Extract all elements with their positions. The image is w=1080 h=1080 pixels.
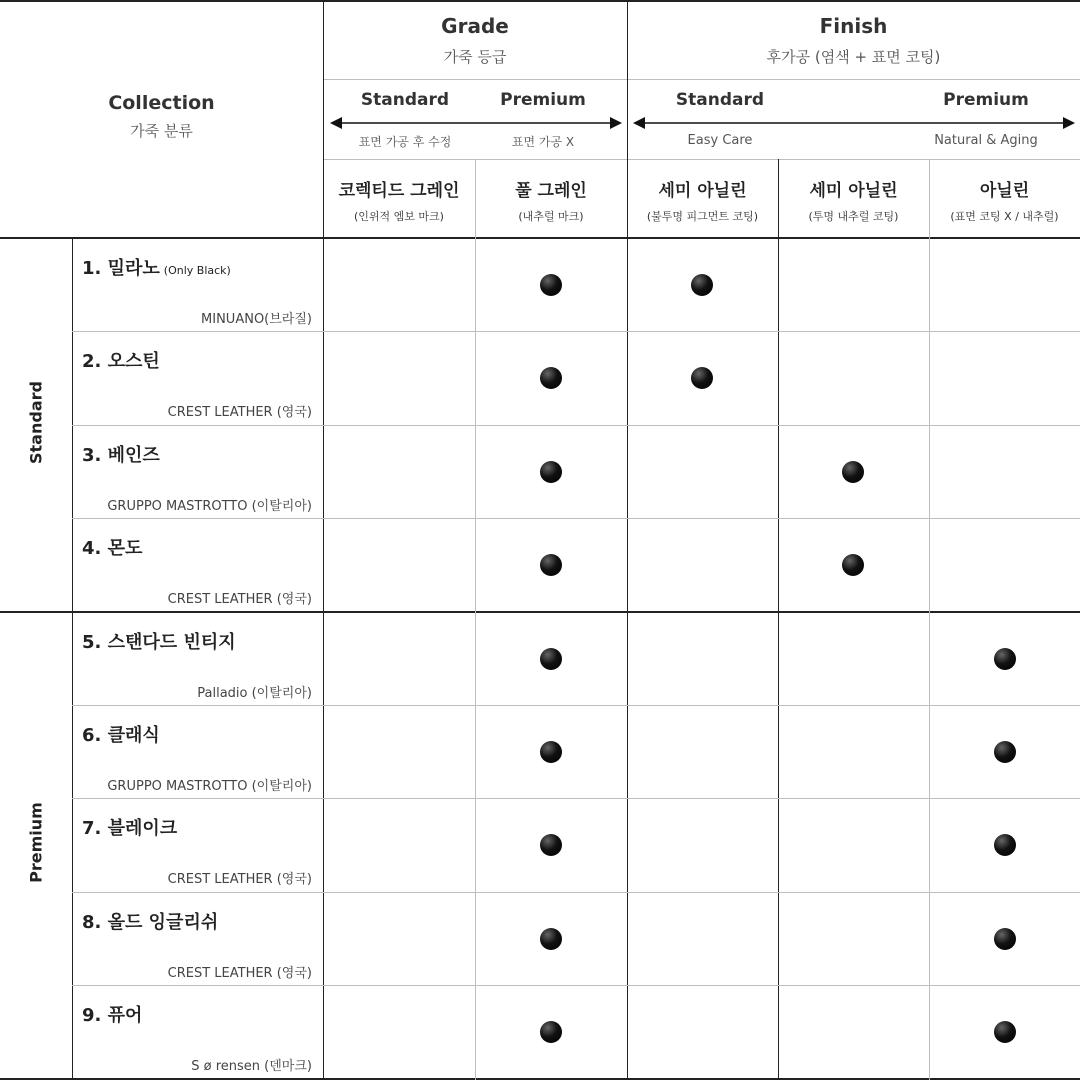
grade-finish-border	[627, 0, 628, 1080]
grade-column-divider	[475, 159, 476, 1080]
row-separator	[72, 518, 1080, 519]
check-dot	[691, 367, 713, 389]
check-dot	[540, 461, 562, 483]
row-title	[82, 1001, 142, 1027]
finish-header	[627, 14, 1080, 67]
row-separator	[72, 985, 1080, 986]
finish-column-divider-2	[929, 159, 930, 1080]
check-dot	[540, 834, 562, 856]
row-title	[82, 347, 160, 373]
check-dot	[540, 1021, 562, 1043]
check-dot	[540, 367, 562, 389]
collection-name: 1. 밀라노	[82, 258, 160, 279]
collection-name: 5. 스탠다드 빈티지	[82, 632, 236, 653]
check-dot	[994, 741, 1016, 763]
finish-scale-premium-desc: Natural & Aging	[934, 133, 1038, 148]
column-desc: (인위적 엠보 마크)	[354, 210, 444, 223]
column-desc: (표면 코팅 X / 내추럴)	[950, 210, 1059, 223]
check-dot	[842, 461, 864, 483]
check-dot	[540, 928, 562, 950]
collection-name: 8. 올드 잉글리쉬	[82, 912, 219, 933]
collection-origin: Palladio (이탈리아)	[197, 686, 312, 701]
finish-scale-standard: Standard	[675, 90, 765, 110]
check-dot	[842, 554, 864, 576]
grade-scale-standard-desc: 표면 가공 후 수정	[358, 135, 452, 149]
group-divider	[0, 611, 1080, 613]
column-name: 세미 아닐린	[658, 181, 747, 201]
row-separator	[72, 705, 1080, 706]
grade-title: Grade	[441, 14, 509, 38]
collection-name: 4. 몬도	[82, 538, 143, 559]
finish-scale-arrow	[633, 116, 1075, 130]
column-header-aniline	[929, 176, 1080, 224]
grade-header	[323, 14, 627, 67]
check-dot	[540, 554, 562, 576]
collection-column-border	[323, 0, 324, 1080]
check-dot	[994, 928, 1016, 950]
row-title	[82, 254, 231, 280]
finish-column-divider-1	[778, 159, 779, 1080]
group-label-standard: Standard	[26, 381, 46, 464]
finish-subtitle: 후가공 (염색 + 표면 코팅)	[766, 48, 941, 66]
column-header-corrected-grain	[323, 176, 475, 224]
column-desc: (내추럴 마크)	[518, 210, 584, 223]
grade-scale-arrow	[330, 116, 622, 130]
collection-origin: S ø rensen (덴마크)	[191, 1059, 312, 1074]
column-name: 코렉티드 그레인	[338, 181, 460, 201]
finish-scale-standard-desc: Easy Care	[687, 133, 753, 148]
top-border	[0, 0, 1080, 2]
column-desc: (불투명 피그먼트 코팅)	[646, 210, 759, 223]
header-bottom-border	[0, 237, 1080, 239]
row-title	[82, 441, 160, 467]
column-header-semi-aniline-clear	[778, 176, 929, 224]
row-title	[82, 908, 218, 934]
grade-subtitle: 가죽 등급	[443, 48, 507, 66]
group-label-premium: Premium	[26, 802, 46, 883]
finish-scale-premium: Premium	[943, 90, 1029, 110]
collection-name: 2. 오스틴	[82, 351, 160, 372]
collection-origin: MINUANO(브라질)	[201, 312, 312, 327]
check-dot	[994, 648, 1016, 670]
check-dot	[540, 648, 562, 670]
collection-origin: CREST LEATHER (영국)	[167, 405, 312, 420]
group-label-border	[72, 237, 73, 1080]
check-dot	[540, 741, 562, 763]
check-dot	[994, 834, 1016, 856]
finish-title: Finish	[819, 14, 888, 38]
header-divider-2	[323, 159, 1080, 160]
collection-name: 7. 블레이크	[82, 818, 178, 839]
column-header-full-grain	[475, 176, 627, 224]
collection-title: Collection	[108, 92, 215, 114]
row-title	[82, 628, 236, 654]
collection-name: 9. 퓨어	[82, 1005, 143, 1026]
check-dot	[691, 274, 713, 296]
collection-subtitle: 가죽 분류	[130, 122, 193, 140]
collection-origin: GRUPPO MASTROTTO (이탈리아)	[107, 499, 312, 514]
row-separator	[72, 798, 1080, 799]
column-desc: (투명 내추럴 코팅)	[808, 210, 899, 223]
check-dot	[540, 274, 562, 296]
check-dot	[994, 1021, 1016, 1043]
collection-header	[0, 92, 323, 141]
header-divider-1	[323, 79, 1080, 80]
column-header-semi-aniline-opaque	[627, 176, 778, 224]
column-name: 아닐린	[979, 181, 1030, 201]
collection-note: (Only Black)	[163, 264, 231, 277]
row-title	[82, 534, 142, 560]
row-title	[82, 814, 177, 840]
grade-scale-premium-desc: 표면 가공 X	[511, 135, 575, 149]
grade-scale-premium: Premium	[500, 90, 586, 110]
row-separator	[72, 892, 1080, 893]
collection-name: 6. 클래식	[82, 725, 160, 746]
column-name: 풀 그레인	[515, 181, 587, 201]
row-title	[82, 721, 160, 747]
row-separator	[72, 331, 1080, 332]
collection-origin: CREST LEATHER (영국)	[167, 592, 312, 607]
collection-origin: CREST LEATHER (영국)	[167, 966, 312, 981]
collection-origin: GRUPPO MASTROTTO (이탈리아)	[107, 779, 312, 794]
column-name: 세미 아닐린	[809, 181, 898, 201]
collection-origin: CREST LEATHER (영국)	[167, 872, 312, 887]
grade-scale-standard: Standard	[360, 90, 450, 110]
row-separator	[72, 425, 1080, 426]
collection-name: 3. 베인즈	[82, 445, 160, 466]
